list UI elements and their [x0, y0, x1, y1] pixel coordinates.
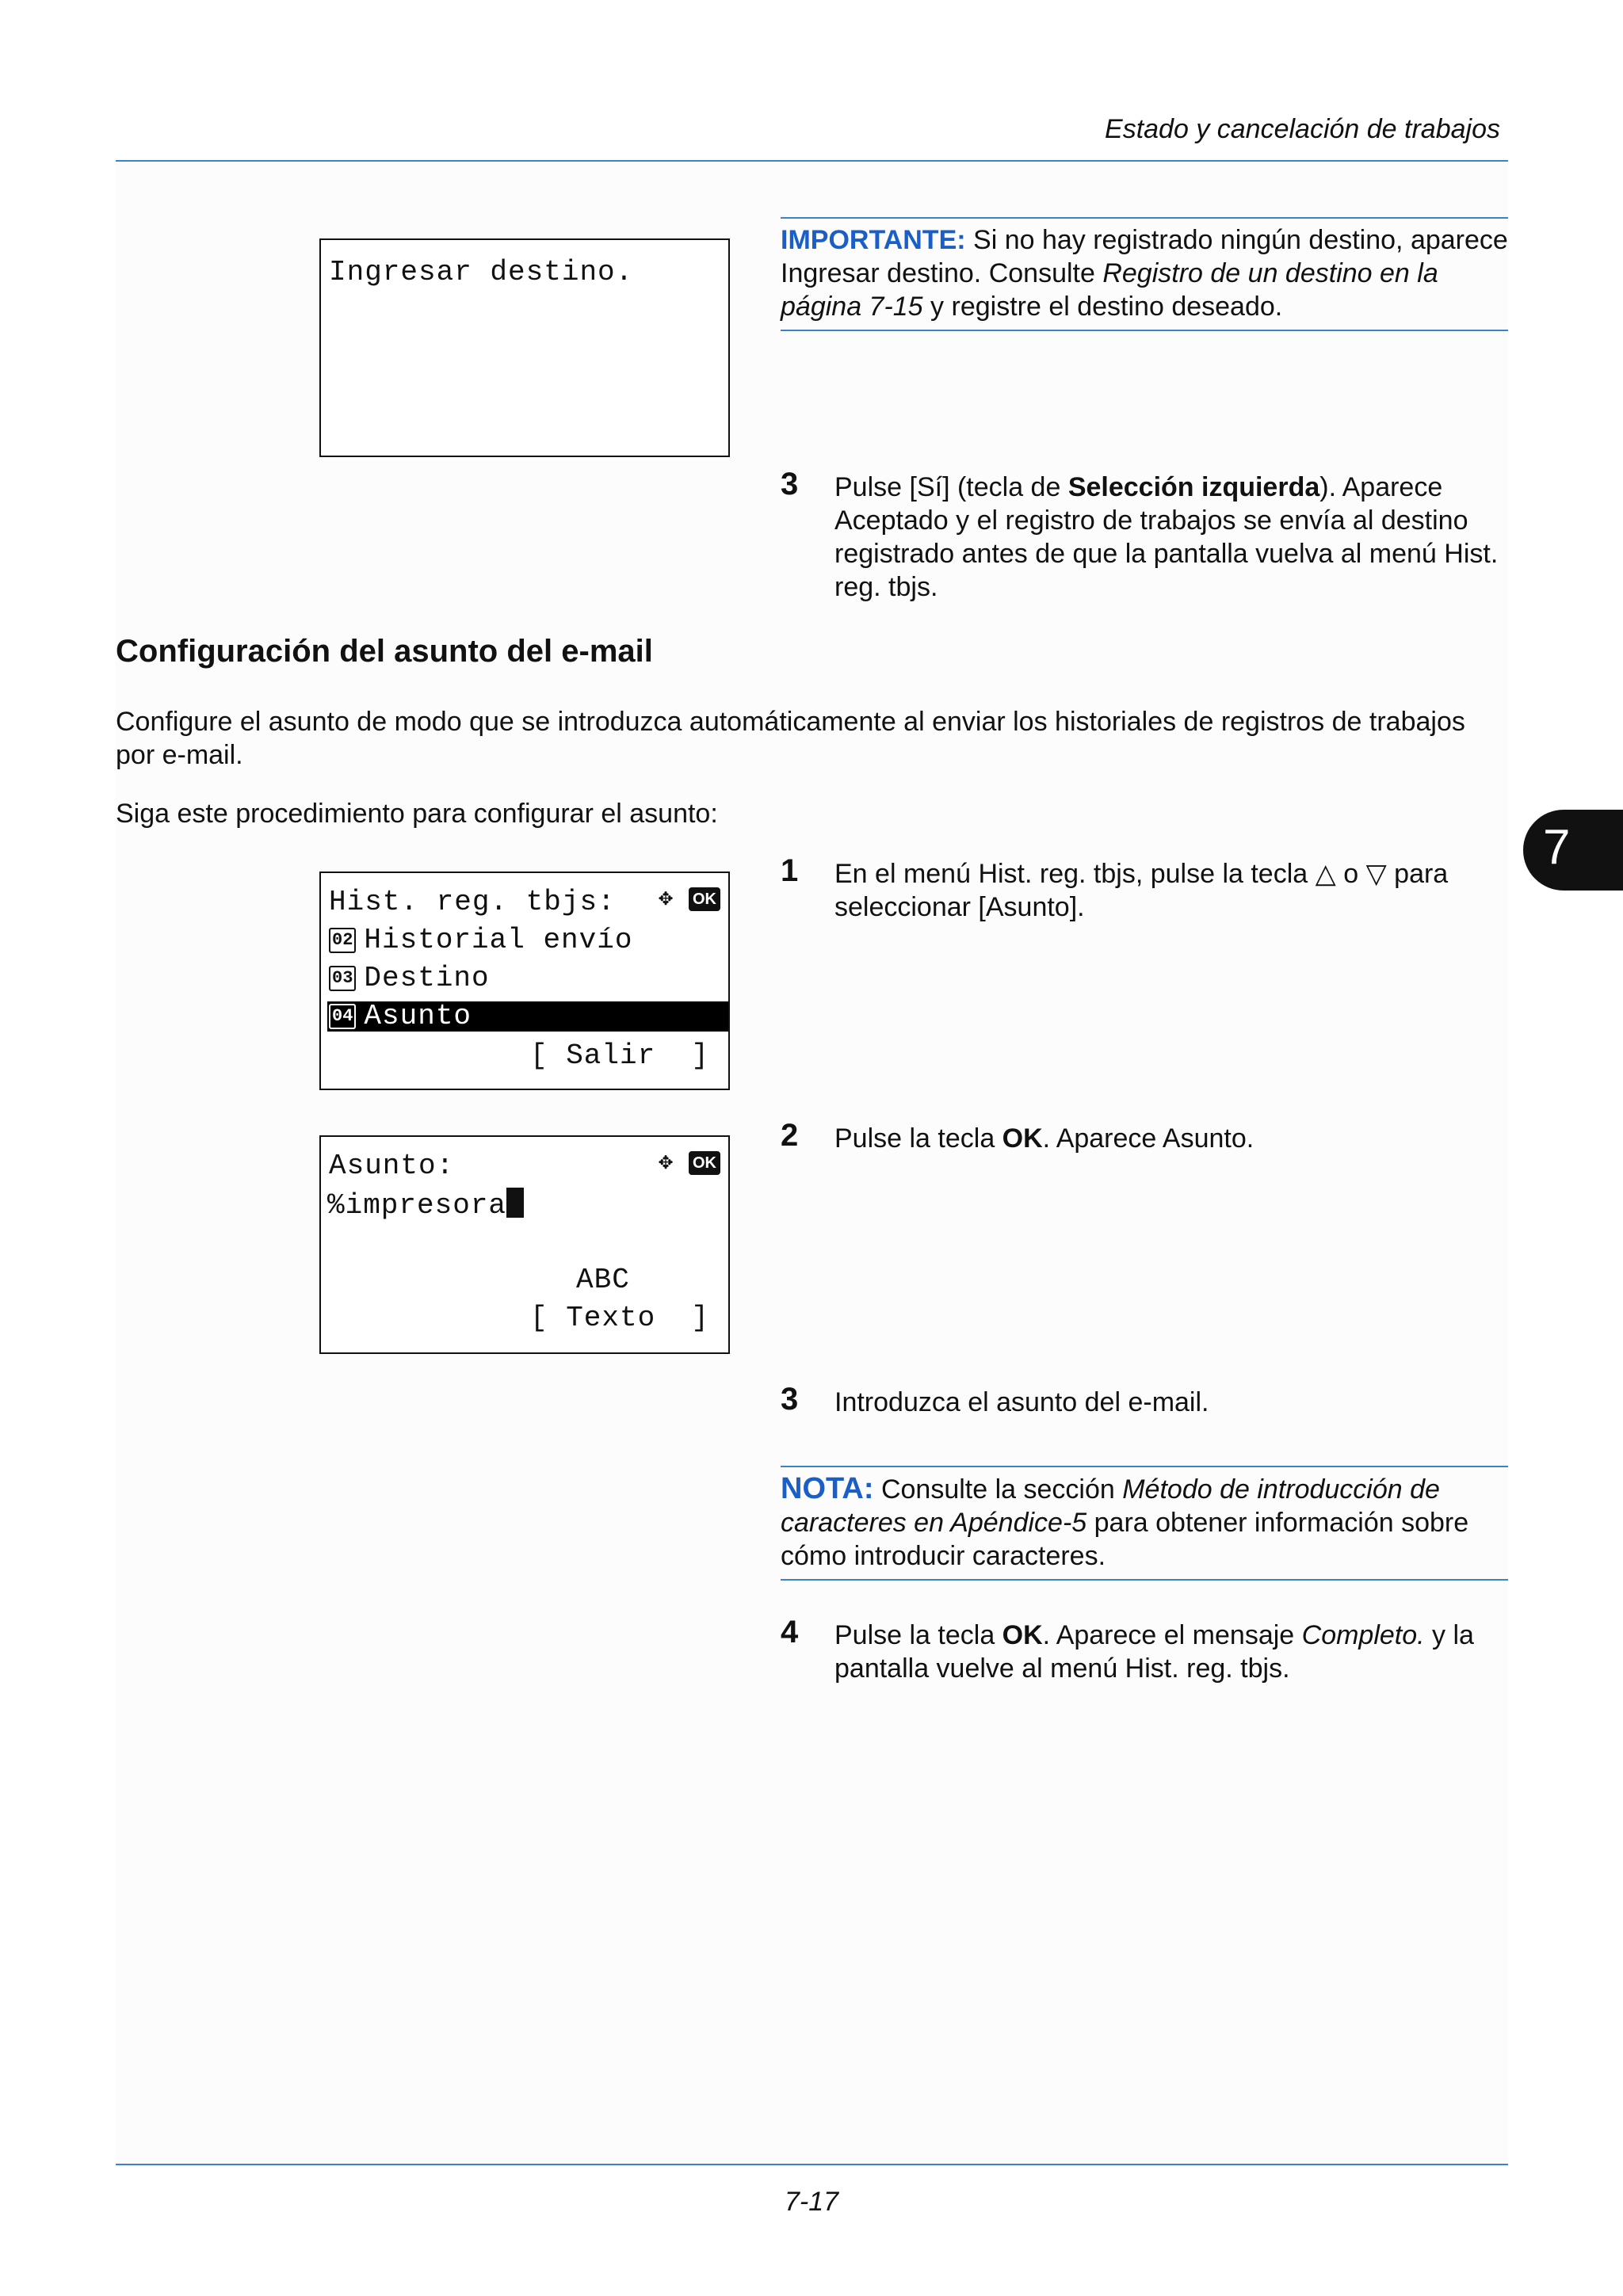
step-key-name: Selección izquierda — [1067, 472, 1320, 502]
important-label: IMPORTANTE: — [781, 225, 966, 255]
step-2 — [781, 1118, 1508, 1155]
four-way-arrow-icon: ✥ — [659, 886, 674, 913]
lcd-message: Ingresar destino. — [329, 256, 634, 288]
running-header: Estado y cancelación de trabajos — [1105, 114, 1500, 144]
header-rule — [116, 160, 1508, 162]
menu-item — [329, 924, 632, 956]
item-number-icon: 02 — [329, 928, 356, 953]
lcd-screen-ingresar-destino — [319, 238, 730, 457]
field-title: Asunto: — [329, 1150, 455, 1182]
menu-item-label: Asunto — [364, 1000, 472, 1032]
footer-rule — [116, 2164, 1508, 2165]
subject-text: %impresora — [327, 1189, 507, 1222]
step-message-name: Completo. — [1301, 1620, 1425, 1650]
section-heading: Configuración del asunto del e-mail — [116, 634, 653, 669]
section-intro: Configure el asunto de modo que se introduzca automáticamente al enviar los historiales de registros de trabajos por e-mail. — [116, 707, 1465, 770]
four-way-arrow-icon: ✥ — [659, 1150, 674, 1177]
softkey-label: [ Salir ] — [530, 1039, 710, 1072]
important-text: Si no hay registrado ningún destino, aparece Ingresar destino. Consulte — [781, 225, 1508, 288]
menu-item — [329, 962, 490, 994]
softkey-label: [ Texto ] — [530, 1302, 710, 1334]
step-key-name: OK — [1002, 1620, 1043, 1650]
note-reference: Método de introducción de caracteres en Apéndice-5 — [781, 1474, 1440, 1538]
important-reference: Registro de un destino en la página 7-15 — [781, 258, 1438, 322]
chapter-tab — [1523, 810, 1623, 891]
item-number-icon: 04 — [329, 1004, 356, 1029]
menu-item-label: Destino — [364, 962, 490, 994]
step-number: 2 — [781, 1118, 799, 1153]
page-number: 7-17 — [784, 2187, 839, 2217]
step-text-end: y la pantalla vuelve al menú Hist. reg. tbjs. — [834, 1620, 1474, 1684]
important-text-end: y registre el destino deseado. — [922, 292, 1283, 322]
step-text-end: . Aparece Asunto. — [1042, 1123, 1254, 1154]
step-4 — [781, 1615, 1508, 1685]
note-label: NOTA: — [781, 1472, 874, 1505]
procedure-intro: Siga este procedimiento para configurar el asunto: — [116, 799, 718, 829]
step-text: Pulse [Sí] (tecla de — [834, 472, 1068, 502]
step-number: 4 — [781, 1615, 799, 1650]
step-key-name: OK — [1002, 1123, 1043, 1154]
step-1 — [781, 853, 1508, 924]
step-text: Pulse la tecla — [834, 1620, 1002, 1650]
menu-item-label: Historial envío — [364, 924, 633, 956]
note-text: Consulte la sección — [873, 1474, 1123, 1505]
chapter-number: 7 — [1543, 820, 1571, 875]
step-number: 3 — [781, 467, 799, 502]
ok-key-icon: OK — [689, 887, 720, 911]
menu-item-selected — [329, 1000, 472, 1032]
step-number: 3 — [781, 1382, 799, 1417]
item-number-icon: 03 — [329, 966, 356, 991]
text-cursor — [506, 1188, 524, 1218]
lcd-screen-asunto — [319, 1135, 730, 1354]
step-text: Introduzca el asunto del e-mail. — [834, 1387, 1209, 1417]
ok-key-icon: OK — [689, 1151, 720, 1175]
subject-value — [327, 1188, 524, 1222]
step-3-enter-subject — [781, 1382, 1508, 1419]
step-3-send — [781, 467, 1508, 604]
important-note — [781, 217, 1508, 331]
menu-title: Hist. reg. tbjs: — [329, 886, 616, 918]
note-text-end: para obtener información sobre cómo introducir caracteres. — [781, 1508, 1469, 1571]
input-mode: ABC — [576, 1264, 630, 1296]
step-text: En el menú Hist. reg. tbjs, pulse la tecla △ o ▽ para seleccionar [Asunto]. — [834, 859, 1449, 922]
step-text-mid: . Aparece el mensaje — [1042, 1620, 1302, 1650]
lcd-screen-menu — [319, 871, 730, 1090]
step-number: 1 — [781, 853, 799, 888]
step-text-end: ). Aparece Aceptado y el registro de trabajos se envía al destino registrado antes de que la pantalla vuelva al menú Hist. reg. tbjs. — [834, 472, 1499, 602]
step-text: Pulse la tecla — [834, 1123, 1002, 1154]
note-box — [781, 1466, 1508, 1581]
